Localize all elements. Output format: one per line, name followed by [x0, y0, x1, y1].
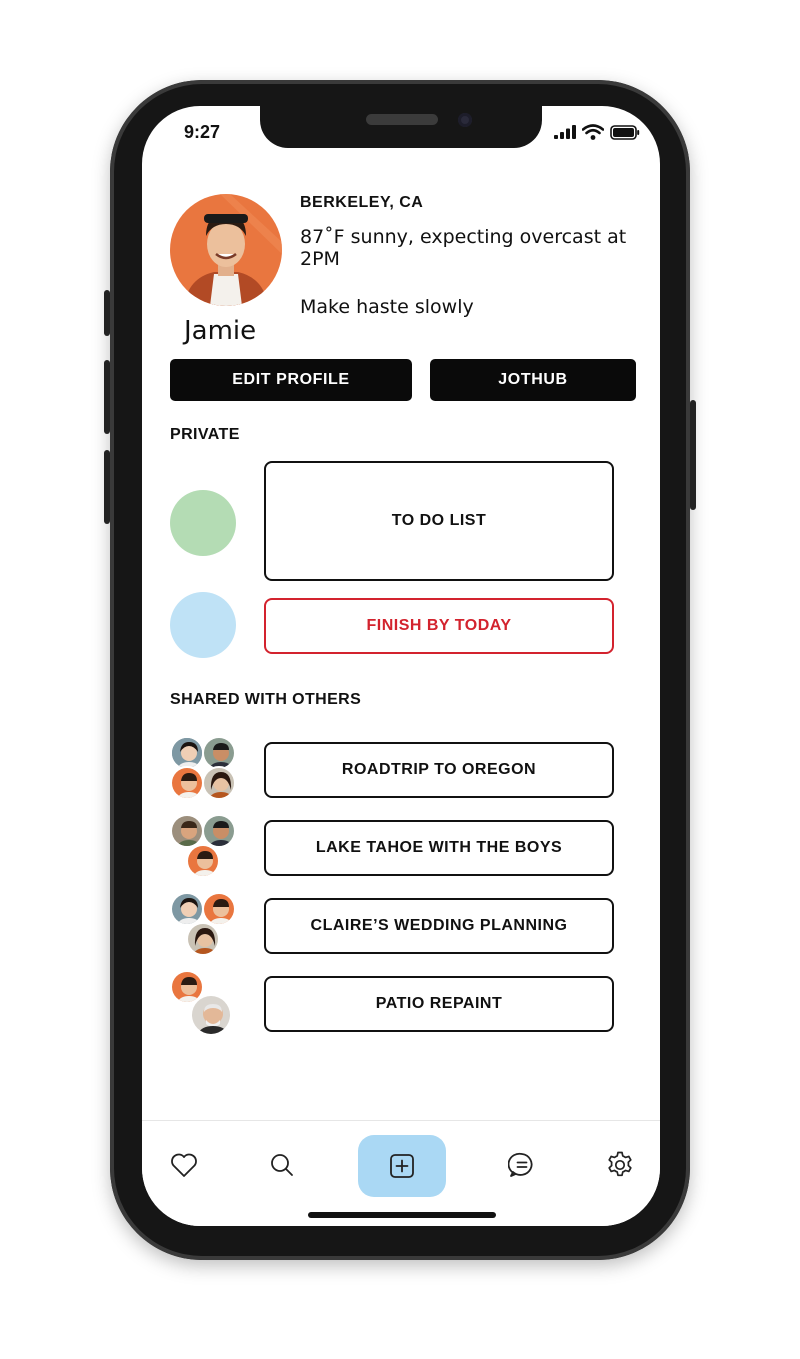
todo-color-circle: [170, 490, 236, 556]
avatar: [186, 922, 220, 956]
motto-text: Make haste slowly: [300, 296, 474, 318]
app-screen: [142, 106, 660, 1226]
signal-icon: [554, 125, 576, 139]
weather-text: 87˚F sunny, expecting overcast at 2PM: [300, 226, 627, 270]
volume-up-button: [104, 360, 110, 434]
private-section-label: PRIVATE: [170, 426, 240, 443]
gear-icon: [605, 1150, 635, 1180]
list-card-wedding[interactable]: [264, 898, 614, 954]
list-card-label: FINISH BY TODAY: [366, 617, 512, 634]
battery-icon: [610, 125, 640, 140]
speaker: [366, 114, 438, 125]
volume-down-button: [104, 450, 110, 524]
avatar: [170, 892, 204, 926]
avatar: [202, 766, 236, 800]
avatar: [170, 766, 204, 800]
avatar: [170, 814, 204, 848]
tab-bar: [142, 1120, 660, 1226]
finish-color-circle: [170, 592, 236, 658]
username: Jamie: [184, 316, 257, 346]
list-card-lake-tahoe[interactable]: [264, 820, 614, 876]
tab-search[interactable]: [262, 1145, 302, 1185]
group-avatars-wedding: [170, 892, 238, 960]
list-card-finish-by-today[interactable]: [264, 598, 614, 654]
jothub-button[interactable]: JOTHUB: [430, 359, 636, 401]
avatar: [186, 844, 220, 878]
group-avatars-patio: [170, 970, 238, 1038]
heart-icon: [170, 1152, 198, 1178]
group-avatars-lake-tahoe: [170, 814, 238, 882]
avatar: [202, 892, 236, 926]
status-time: 9:27: [184, 122, 221, 142]
tab-settings[interactable]: [600, 1145, 640, 1185]
avatar: [202, 814, 236, 848]
avatar: [202, 736, 236, 770]
power-button: [690, 400, 696, 510]
list-card-label: TO DO LIST: [391, 512, 487, 529]
search-icon: [269, 1152, 295, 1178]
location-label: BERKELEY, CA: [300, 194, 424, 211]
list-card-todo[interactable]: [264, 461, 614, 581]
edit-profile-button[interactable]: EDIT PROFILE: [170, 359, 412, 401]
list-card-label: PATIO REPAINT: [375, 995, 503, 1012]
avatar[interactable]: [170, 194, 282, 306]
add-note-icon: [389, 1153, 415, 1179]
avatar: [170, 736, 204, 770]
list-card-patio[interactable]: [264, 976, 614, 1032]
status-icons: [554, 124, 640, 140]
tab-favorites[interactable]: [164, 1145, 204, 1185]
camera: [458, 113, 472, 127]
shared-section-label: SHARED WITH OTHERS: [170, 691, 362, 708]
list-card-label: ROADTRIP TO OREGON: [341, 761, 537, 778]
home-indicator: [308, 1212, 496, 1218]
list-card-label: LAKE TAHOE WITH THE BOYS: [315, 839, 563, 856]
list-card-roadtrip[interactable]: [264, 742, 614, 798]
chat-icon: [508, 1152, 536, 1178]
group-avatars-roadtrip: [170, 736, 238, 804]
tab-messages[interactable]: [502, 1145, 542, 1185]
mute-switch: [104, 290, 110, 336]
list-card-label: CLAIRE’S WEDDING PLANNING: [310, 917, 568, 934]
notch: [260, 106, 542, 148]
avatar: [190, 994, 232, 1036]
wifi-icon: [582, 124, 604, 140]
add-note-button[interactable]: [358, 1135, 446, 1197]
